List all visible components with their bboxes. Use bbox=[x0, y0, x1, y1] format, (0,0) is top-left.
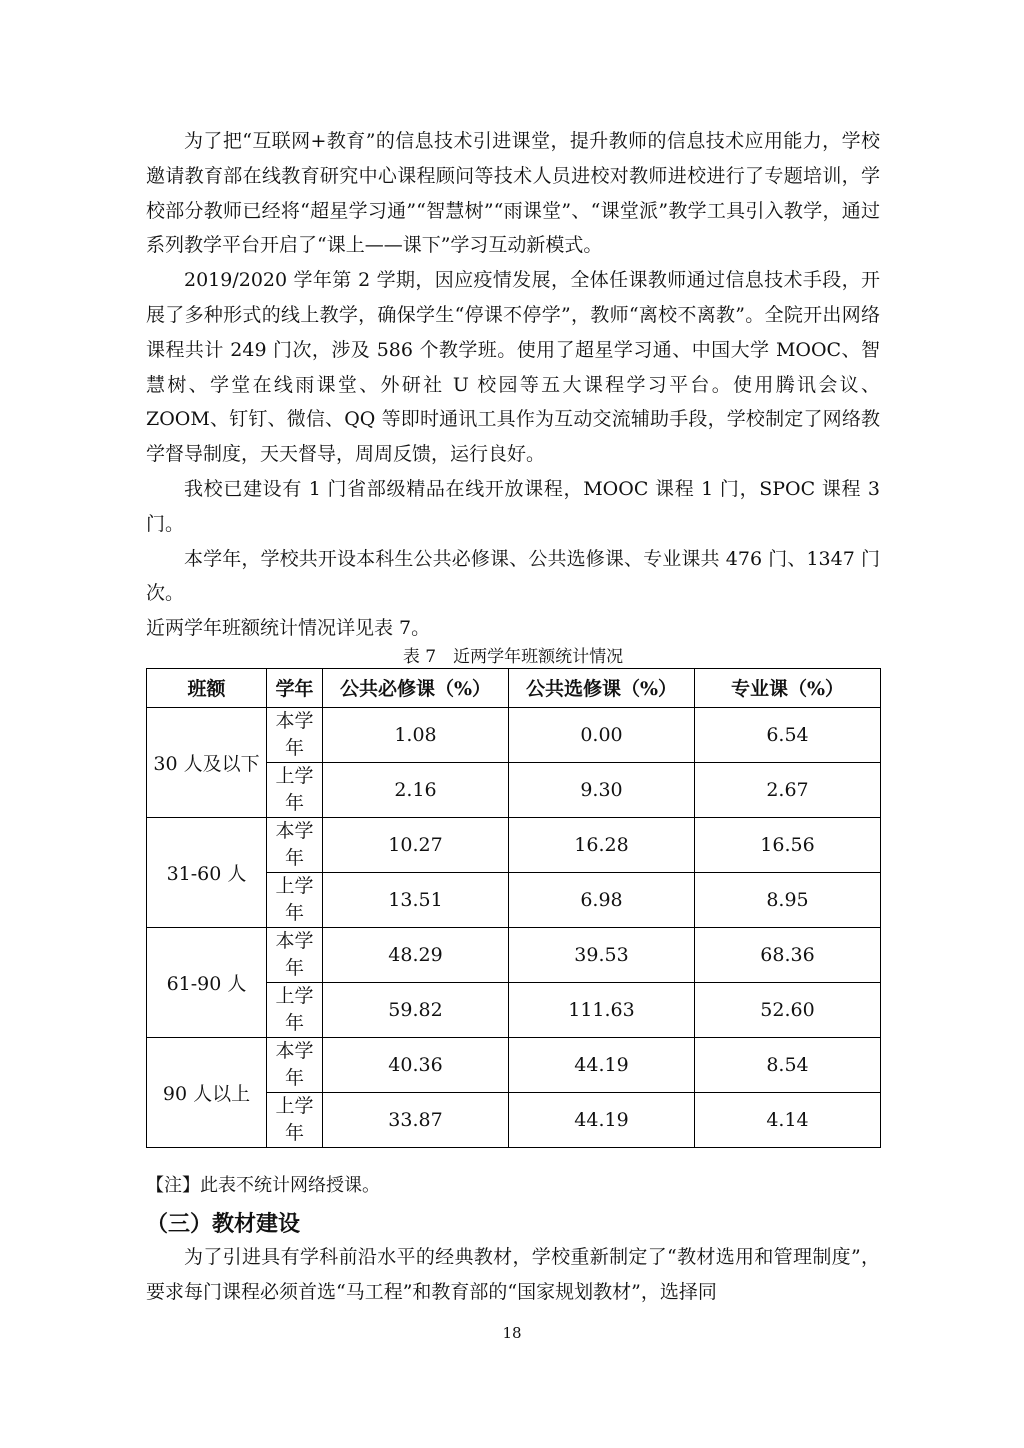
page-number: 18 bbox=[502, 1324, 522, 1342]
year-cell: 本学年 bbox=[267, 927, 323, 982]
value-cell: 0.00 bbox=[509, 707, 695, 762]
value-cell: 8.54 bbox=[695, 1037, 881, 1092]
header-cell-major-courses: 专业课（%） bbox=[695, 668, 881, 707]
value-cell: 1.08 bbox=[323, 707, 509, 762]
value-cell: 68.36 bbox=[695, 927, 881, 982]
group-label-under-30: 30 人及以下 bbox=[147, 707, 267, 817]
year-cell: 上学年 bbox=[267, 762, 323, 817]
value-cell: 40.36 bbox=[323, 1037, 509, 1092]
header-cell-required-courses: 公共必修课（%） bbox=[323, 668, 509, 707]
group-label-61-90: 61-90 人 bbox=[147, 927, 267, 1037]
year-cell: 上学年 bbox=[267, 1092, 323, 1147]
header-cell-school-year: 学年 bbox=[267, 668, 323, 707]
class-size-statistics-table bbox=[146, 668, 881, 1148]
value-cell: 59.82 bbox=[323, 982, 509, 1037]
header-cell-elective-courses: 公共选修课（%） bbox=[509, 668, 695, 707]
page-content bbox=[146, 124, 880, 1310]
value-cell: 44.19 bbox=[509, 1092, 695, 1147]
value-cell: 13.51 bbox=[323, 872, 509, 927]
table-caption: 表 7 近两学年班额统计情况 bbox=[402, 646, 624, 667]
year-cell: 本学年 bbox=[267, 707, 323, 762]
value-cell: 10.27 bbox=[323, 817, 509, 872]
paragraph-internet-education: 为了把“互联网+教育”的信息技术引进课堂，提升教师的信息技术应用能力，学校邀请教育部在线教育研究中心课程顾问等技术人员进校对教师进校进行了专题培训，学校部分教师已经将“超星学习通”“智慧树”“雨课堂”、“课堂派”教学工具引入教学，通过系列教学平台开启了“课上——课下”学习互动新模式。 bbox=[146, 130, 880, 257]
group-label-over-90: 90 人以上 bbox=[147, 1037, 267, 1147]
value-cell: 8.95 bbox=[695, 872, 881, 927]
value-cell: 111.63 bbox=[509, 982, 695, 1037]
value-cell: 16.56 bbox=[695, 817, 881, 872]
section-heading-textbook-construction: （三）教材建设 bbox=[146, 1210, 301, 1236]
value-cell: 33.87 bbox=[323, 1092, 509, 1147]
table-row bbox=[147, 927, 881, 982]
value-cell: 2.16 bbox=[323, 762, 509, 817]
value-cell: 52.60 bbox=[695, 982, 881, 1037]
year-cell: 本学年 bbox=[267, 817, 323, 872]
value-cell: 48.29 bbox=[323, 927, 509, 982]
value-cell: 16.28 bbox=[509, 817, 695, 872]
year-cell: 上学年 bbox=[267, 982, 323, 1037]
value-cell: 6.98 bbox=[509, 872, 695, 927]
paragraph-table-reference: 近两学年班额统计情况详见表 7。 bbox=[146, 617, 431, 640]
table-header-row bbox=[147, 668, 881, 707]
value-cell: 6.54 bbox=[695, 707, 881, 762]
table-note: 【注】此表不统计网络授课。 bbox=[146, 1174, 380, 1196]
paragraph-course-construction: 我校已建设有 1 门省部级精品在线开放课程，MOOC 课程 1 门，SPOC 课程 3 门。 bbox=[146, 477, 880, 535]
group-label-31-60: 31-60 人 bbox=[147, 817, 267, 927]
value-cell: 39.53 bbox=[509, 927, 695, 982]
paragraph-online-teaching: 2019/2020 学年第 2 学期，因应疫情发展，全体任课教师通过信息技术手段，开展了多种形式的线上教学，确保学生“停课不停学”，教师“离校不离教”。全院开出网络课程共计 249 门次，涉及 586 个教学班。使用了超星学习通、中国大学 MOOC、智慧树、学堂在线雨课堂、外研社 U 校园等五大课程学习平台。使用腾讯会议、ZOOM、钉钉、微信、QQ 等即时通讯工具作为互动交流辅助手段，学校制定了网络教学督导制度，天天督导，周周反馈，运行良好。 bbox=[146, 269, 880, 466]
table-row bbox=[147, 1037, 881, 1092]
table-row bbox=[147, 817, 881, 872]
value-cell: 4.14 bbox=[695, 1092, 881, 1147]
paragraph-textbook-policy: 为了引进具有学科前沿水平的经典教材，学校重新制定了“教材选用和管理制度”，要求每门课程必须首选“马工程”和教育部的“国家规划教材”，选择同 bbox=[146, 1245, 880, 1303]
value-cell: 9.30 bbox=[509, 762, 695, 817]
table-row bbox=[147, 707, 881, 762]
header-cell-class-size: 班额 bbox=[147, 668, 267, 707]
year-cell: 本学年 bbox=[267, 1037, 323, 1092]
value-cell: 2.67 bbox=[695, 762, 881, 817]
paragraph-course-counts: 本学年，学校共开设本科生公共必修课、公共选修课、专业课共 476 门、1347 门次。 bbox=[146, 547, 880, 605]
year-cell: 上学年 bbox=[267, 872, 323, 927]
value-cell: 44.19 bbox=[509, 1037, 695, 1092]
